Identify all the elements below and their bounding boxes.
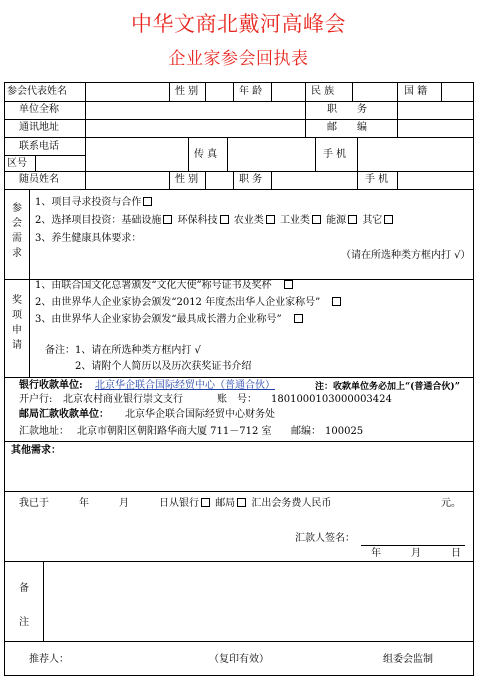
- checkbox-infrastructure[interactable]: [163, 215, 172, 224]
- label-rep-name: 参会代表姓名: [7, 86, 67, 97]
- checkbox-post[interactable]: [237, 498, 246, 507]
- needs-item-2-text: 2、选择项目投资：基础设施: [35, 215, 162, 226]
- remit-address-label: 汇款地址：: [19, 426, 69, 437]
- payment-statement: [19, 498, 331, 510]
- label-age: 年 龄: [239, 86, 263, 97]
- label-attendant-position: 职 务: [239, 174, 263, 185]
- position-field[interactable]: [398, 102, 472, 118]
- award-item-3-text: 3、由世界华人企业家协会颁发“最具成长潜力企业称号”: [35, 314, 282, 325]
- sign-label: 汇款人签名：: [295, 533, 355, 544]
- other-needs-label: 其他需求：: [11, 445, 61, 456]
- form-title: 中华文商北戴河高峰会: [131, 12, 346, 36]
- label-attendant-gender: 性 别: [175, 174, 199, 185]
- phone-field[interactable]: [86, 138, 187, 170]
- label-mobile: 手 机: [323, 149, 347, 160]
- label-gender: 性 别: [175, 86, 199, 97]
- form-table: [4, 82, 474, 676]
- awards-note-2: 2、请附个人简历以及历次获奖证书介绍: [75, 361, 252, 372]
- checkbox-award-outstanding[interactable]: [332, 297, 341, 306]
- nationality-field[interactable]: [442, 84, 472, 100]
- payment-post-text: 邮局: [215, 498, 236, 509]
- attendant-name-field[interactable]: [86, 172, 168, 188]
- remark-label-a: 备: [19, 583, 29, 594]
- label-postcode: 邮 编: [327, 122, 367, 133]
- bank-payee: 北京华企联合国际经贸中心（普通合伙）: [95, 380, 275, 391]
- remit-zip-label: 邮编：: [291, 426, 321, 437]
- gender-field[interactable]: [206, 84, 232, 100]
- checkbox-bank[interactable]: [201, 498, 210, 507]
- checkbox-other[interactable]: [384, 215, 393, 224]
- postcode-field[interactable]: [398, 120, 472, 136]
- mobile-field[interactable]: [358, 138, 472, 170]
- health-requirements-field[interactable]: [145, 233, 465, 247]
- attendant-mobile-field[interactable]: [398, 172, 472, 188]
- remark-label-b: 注: [19, 617, 29, 628]
- label-fax: 传 真: [194, 149, 218, 160]
- copy-valid-note: （复印有效）: [209, 654, 269, 665]
- attendant-gender-field[interactable]: [206, 172, 232, 188]
- label-position: 职 务: [327, 104, 367, 115]
- payment-date-text: 我已于 年 月 日从银行: [19, 498, 199, 509]
- address-field[interactable]: [86, 120, 304, 136]
- award-item-2-text: 2、由世界华人企业家协会颁发“2012 年度杰出华人企业家称号”: [35, 297, 321, 308]
- remark-field[interactable]: [45, 563, 471, 639]
- label-attendant-name: 随员姓名: [19, 174, 59, 185]
- age-field[interactable]: [272, 84, 304, 100]
- label-address: 通讯地址: [19, 122, 59, 133]
- supervisor-note: 组委会监制: [383, 654, 433, 665]
- option-industry: 工业类: [279, 215, 310, 226]
- needs-note: （请在所选种类方框内打 √）: [341, 250, 471, 261]
- referrer-label: 推荐人：: [29, 654, 69, 665]
- label-phone: 联系电话: [19, 141, 59, 152]
- other-needs-field[interactable]: [75, 443, 471, 489]
- option-env-tech: 环保科技: [177, 215, 218, 226]
- award-item-3: [35, 314, 305, 326]
- checkbox-env-tech[interactable]: [220, 215, 229, 224]
- checkbox-energy[interactable]: [348, 215, 357, 224]
- attendant-position-field[interactable]: [272, 172, 356, 188]
- bank-name-label: 开户行:: [19, 394, 53, 405]
- checkbox-industry[interactable]: [312, 215, 321, 224]
- remit-zip: 100025: [325, 426, 364, 437]
- needs-item-3: 3、养生健康具体要求：: [35, 233, 142, 244]
- checkbox-agriculture[interactable]: [266, 215, 275, 224]
- area-code-field[interactable]: [36, 156, 84, 170]
- fax-field[interactable]: [228, 138, 314, 170]
- company-field[interactable]: [86, 102, 304, 118]
- remit-address: 北京市朝阳区朝阳路华商大厦 711－712 室: [77, 426, 272, 437]
- postal-payee-label: 邮局汇款收款单位：: [19, 409, 109, 420]
- bank-payee-label: 银行收款单位:: [19, 380, 83, 391]
- needs-item-2: [35, 215, 395, 227]
- label-ethnicity: 民 族: [311, 86, 335, 97]
- needs-section-label: 参会需求: [12, 203, 22, 259]
- postal-payee: 北京华企联合国际经贸中心财务处: [125, 409, 275, 420]
- label-attendant-mobile: 手 机: [365, 174, 389, 185]
- award-item-1-text: 1、由联合国文化总署颁发“文化大使”称号证书及奖杯: [35, 280, 272, 291]
- needs-item-1: [35, 197, 154, 209]
- rep-name-field[interactable]: [86, 84, 168, 100]
- label-area-code: 区号: [7, 158, 27, 169]
- bank-name: 北京农村商业银行崇文支行: [63, 394, 183, 405]
- needs-item-1-text: 1、项目寻求投资与合作: [35, 197, 142, 208]
- payment-yuan: 元。: [441, 498, 461, 509]
- label-nationality: 国 籍: [404, 86, 428, 97]
- awards-note-1: 备注：1、请在所选种类方框内打 √: [45, 345, 201, 356]
- label-company: 单位全称: [19, 104, 59, 115]
- award-item-2: [35, 297, 343, 309]
- ethnicity-field[interactable]: [353, 84, 396, 100]
- option-agriculture: 农业类: [233, 215, 264, 226]
- option-energy: 能源: [326, 215, 347, 226]
- awards-section-label: 奖项申请: [12, 295, 22, 351]
- checkbox-award-culture-ambassador[interactable]: [284, 280, 293, 289]
- award-item-1: [35, 280, 295, 292]
- option-other: 其它: [362, 215, 383, 226]
- bank-account: 1801000103000003424: [271, 394, 392, 405]
- payment-tail-text: 汇出会务费人民币: [251, 498, 332, 509]
- signature-field[interactable]: [361, 532, 465, 545]
- sign-date: 年 月 日: [371, 548, 461, 559]
- bank-account-label: 账 号：: [217, 394, 257, 405]
- checkbox-award-growth[interactable]: [294, 314, 303, 323]
- bank-payee-note: 注：收款单位务必加上“(普通合伙)”: [315, 382, 460, 392]
- form-subtitle: 企业家参会回执表: [168, 49, 309, 69]
- checkbox-invest-cooperation[interactable]: [143, 197, 152, 206]
